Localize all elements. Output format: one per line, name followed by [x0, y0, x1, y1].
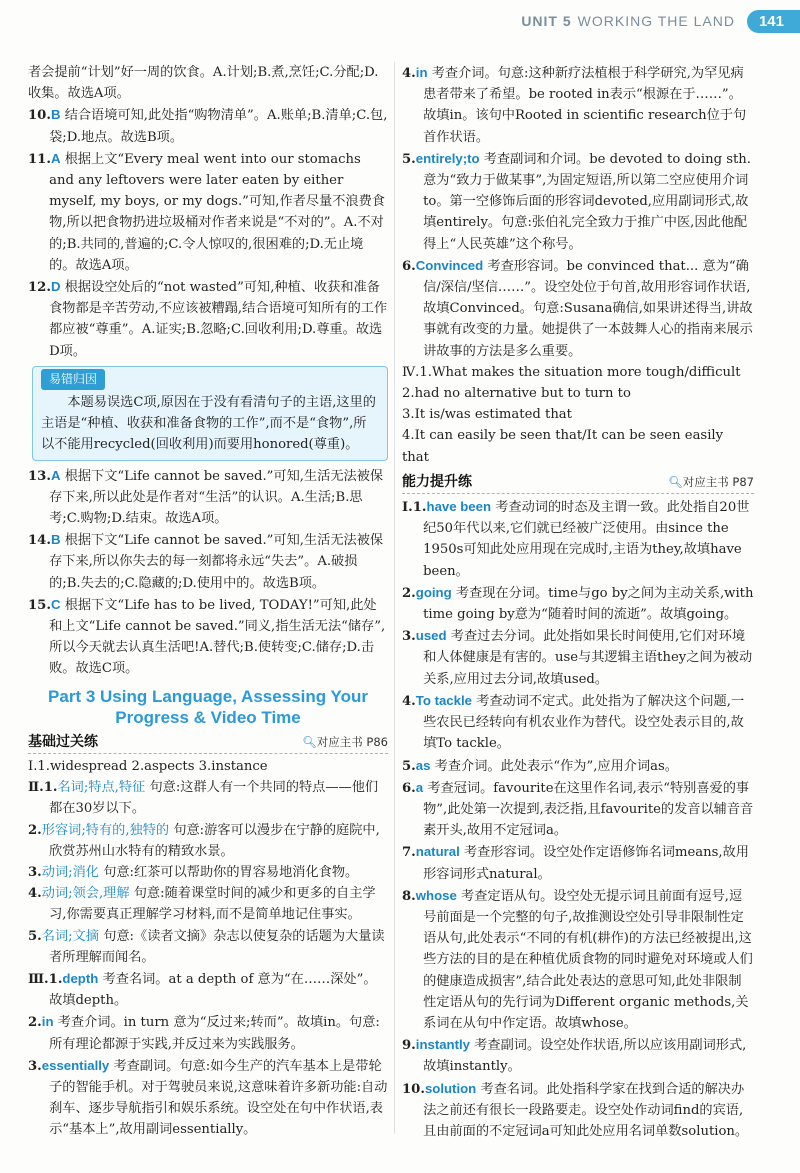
answer-item: 4.To tackle 考查动词不定式。此处指为了解决这个问题,一些农民已经转向有机农业作为替代。设空处表示目的,故填To tackle。 [402, 692, 745, 752]
answer-item: 4.动词;领会,理解 句意:随着课堂时间的减少和更多的自主学习,你需要真正理解学习材料,而不是简单地记住事实。 [28, 886, 376, 923]
answer-item: 5.entirely;to 考查副词和介词。be devoted to doing sth.意为“致力于做某事”,为固定短语,所以第二空应使用介词to。第一空修饰后面的形容词devoted,应用副词形式,故填entirely。句意:张伯礼完全致力于推广中医,因此他配得上“人民英雄”这个称号。 [402, 150, 751, 252]
section-header-advanced [402, 472, 754, 494]
answer-item: 3.used 考查过去分词。此处指如果长时间使用,它们对环境和人体健康是有害的。use与其逻辑主语they之间为被动关系,应用过去分词,故填used。 [402, 628, 753, 687]
answer-item: 6.Convinced 考查形容词。be convinced that... 意为“确信/深信/坚信……”。设空处位于句首,故用形容词作状语,故填Convinced。句意:Susana确信,如果讲述得当,讲故事就有改变的力量。她提供了一本鼓舞人心的指南来展示讲故事的方法是多么重要。 [402, 257, 753, 359]
answer-item: 4.in 考查介词。句意:这种新疗法植根于科学研究,为罕见病患者带来了希望。be rooted in表示“根源在于……”。故填in。该句中Rooted in scientific research位于句首作状语。 [402, 65, 747, 145]
answer-item: 8.whose 考查定语从句。设空处无提示词且前面有逗号,逗号前面是一个完整的句子,故推测设空处引导非限制性定语从句,此处表示“不同的有机(耕作)的方法已经被提出,这些方法的目的是在种植优质食物的同时避免对环境或人们的健康造成损害”,结合此处表达的意思可知,此处非限制性定语从句的先行词为Different organic methods,关系词在从句中作定语。故填whose。 [402, 887, 753, 1031]
answer-item: 2.going 考查现在分词。time与go by之间为主动关系,with time going by意为“随着时间的流逝”。故填going。 [402, 584, 754, 623]
answer-line: 3.It is/was estimated that [402, 407, 572, 423]
section-title: 基础过关练 [28, 733, 98, 750]
answer-item: 10.solution 考查名词。此处指科学家在找到合适的解决办法之前还有很长一段路要走。设空处作动词find的宾语,且由前面的不定冠词a可知此处应用名词单数solution。 [402, 1080, 749, 1139]
answer-14: 14.B 根据下文“Life cannot be saved.”可知,生活无法被保存下来,所以你失去的每一刻都将永远“失去”。A.破损的;B.失去的;C.隐藏的;D.使用中的。故选B项。 [28, 532, 384, 591]
answer-15: 15.C 根据下文“Life has to be lived, TODAY!”可知,此处和上文“Life cannot be saved.”同义,指生活无法“储存”,所以今天就去认真生活吧!A.替代;B.使转变;C.储存;D.击败。故选C项。 [28, 596, 386, 677]
magnifier-icon: 🔍︎ [302, 734, 317, 749]
answer-10: 10.B 结合语境可知,此处指“购物清单”。A.账单;B.清单;C.包,袋;D.地点。故选B项。 [28, 107, 388, 145]
answer-13: 13.A 根据下文“Life cannot be saved.”可知,生活无法被保存下来,所以此处是作者对“生活”的认识。A.生活;B.思考;C.购物;D.结束。故选A项。 [28, 467, 384, 527]
answer-item: Ⅲ.1.depth 考查名词。at a depth of 意为“在……深处”。故填depth。 [28, 970, 377, 1009]
answer-item: 5.名词;文摘 句意:《读者文摘》杂志以使复杂的话题为大量读者所理解而闻名。 [28, 928, 385, 965]
answer-item: 6.a 考查冠词。favourite在这里作名词,表示“特别喜爱的事物”,此处第一次提到,表泛指,且favourite的发音以辅音音素开头,故用不定冠词a。 [402, 779, 754, 839]
answer-line: 4.It can easily be seen that/It can be seen easily that [402, 428, 724, 465]
answer-line: 2.had no alternative but to turn to [402, 386, 631, 402]
section-reference: 🔍︎对应主书 P87 [668, 474, 754, 489]
unit-label: UNIT 5 WORKING THE LAND [521, 13, 735, 29]
part-title: Part 3 Using Language, Assessing Your Progress & Video Time [48, 686, 368, 727]
error-analysis-text: 本题易误选C项,原因在于没有看清句子的主语,这里的主语是“种植、收获和准备食物的工作”,而不是“食物”,所以不能用recycled(回收利用)而要用honored(尊重)。 [41, 395, 376, 453]
answer-item: 2.形容词;特有的,独特的 句意:游客可以漫步在宁静的庭院中,欣赏苏州山水特有的精致水景。 [28, 822, 380, 859]
answer-item: 9.instantly 考查副词。设空处作状语,所以应该用副词形式,故填instantly。 [402, 1037, 747, 1075]
answer-item: 2.in 考查介词。in turn 意为“反过来;转而”。故填in。句意:所有理论都源于实践,并反过来为实践服务。 [28, 1014, 380, 1052]
page-number: 141 [747, 10, 800, 33]
answer-item: 7.natural 考查形容词。设空处作定语修饰名词means,故用形容词形式natural。 [402, 844, 749, 882]
section-header-basic [28, 732, 388, 754]
error-analysis-tag: 易错归因 [41, 369, 105, 390]
magnifier-icon: 🔍︎ [668, 474, 683, 489]
left-column [28, 62, 388, 1141]
answer-line: Ⅳ.1.What makes the situation more tough/difficult [402, 364, 741, 380]
right-column [402, 62, 754, 1142]
page-header [521, 6, 800, 36]
answer-item: 3.动词;消化 句意:红茶可以帮助你的胃容易地消化食物。 [28, 864, 359, 880]
section-title: 能力提升练 [402, 473, 472, 490]
column-divider [394, 62, 395, 1134]
answer-item: 5.as 考查介词。此处表示“作为”,应用介词as。 [402, 757, 678, 774]
answer-11: 11.A 根据上文“Every meal went into our stomachs and any leftovers were later eaten by either myself, my boys, or my dogs.”可知,作者尽量不浪费食物,所以把食物扔进垃圾桶对作者来说是“不对的”。A.不对的;B.共同的,普遍的;C.令人惊叹的,很困难的;D.无止境的。故选A项。 [28, 150, 385, 273]
answer-item: Ⅱ.1.名词;特点,特征 句意:这群人有一个共同的特点——他们都在30岁以下。 [28, 780, 379, 817]
answer-item: 3.essentially 考查副词。句意:如今生产的汽车基本上是带轮子的智能手机。对于驾驶员来说,这意味着许多新功能:自动刹车、逐步导航指引和娱乐系统。设空处在句中作状语,表示“基本上”,故用副词essentially。 [28, 1057, 388, 1138]
error-analysis-box [32, 366, 388, 461]
answer-text: 者会提前“计划”好一周的饮食。A.计划;B.煮,烹饪;C.分配;D.收集。故选A项。 [28, 65, 379, 102]
answer-item: Ⅰ.1.have been 考查动词的时态及主谓一致。此处指自20世纪50年代以来,它们就已经被广泛使用。由since the 1950s可知此处应用现在完成时,主语为they,故填have been。 [402, 499, 750, 579]
answer-12: 12.D 根据设空处后的“not wasted”可知,种植、收获和准备食物都是辛苦劳动,不应该被糟蹋,结合语境可知所有的工作都应被“尊重”。A.证实;B.忽略;C.回收利用;D.尊重。故选D项。 [28, 279, 388, 359]
section-reference: 🔍︎对应主书 P86 [302, 734, 388, 749]
answer-line: Ⅰ.1.widespread 2.aspects 3.instance [28, 758, 268, 774]
